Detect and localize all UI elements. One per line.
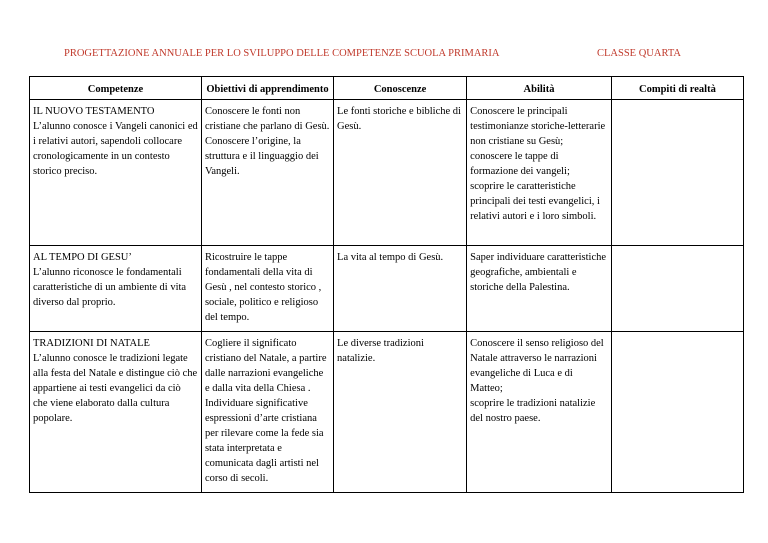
column-header-compiti: Compiti di realtà bbox=[611, 77, 743, 100]
column-header-abilita: Abilità bbox=[467, 77, 612, 100]
cell-competenze: AL TEMPO DI GESU’ L’alunno riconosce le fondamentali caratteristiche di un ambiente di vita diverso dal proprio. bbox=[30, 246, 202, 332]
class-label: CLASSE QUARTA bbox=[597, 48, 681, 59]
cell-obiettivi: Cogliere il significato cristiano del Natale, a partire dalle narrazioni evangeliche e dalla vita della Chiesa . Individuare significative espressioni d’arte cristiana per rilevare come la fede sia stata interpretata e comunicata dagli artisti nel corso di secoli. bbox=[201, 332, 333, 493]
table-row bbox=[30, 100, 744, 246]
cell-competenze: TRADIZIONI DI NATALE L’alunno conosce le tradizioni legate alla festa del Natale e distingue ciò che appartiene ai testi evangelici da ciò che viene elaborato dalla cultura popolare. bbox=[30, 332, 202, 493]
cell-compiti bbox=[611, 100, 743, 246]
cell-obiettivi: Conoscere le fonti non cristiane che parlano di Gesù. Conoscere l’origine, la struttura e il linguaggio dei Vangeli. bbox=[201, 100, 333, 246]
table-header-row bbox=[30, 77, 744, 100]
cell-conoscenze: La vita al tempo di Gesù. bbox=[334, 246, 467, 332]
cell-competenze: IL NUOVO TESTAMENTO L’alunno conosce i Vangeli canonici ed i relativi autori, sapendoli collocare cronologicamente in un contesto storico preciso. bbox=[30, 100, 202, 246]
cell-conoscenze: Le fonti storiche e bibliche di Gesù. bbox=[334, 100, 467, 246]
document-title: PROGETTAZIONE ANNUALE PER LO SVILUPPO DELLE COMPETENZE SCUOLA PRIMARIA bbox=[64, 48, 500, 59]
column-header-competenze: Competenze bbox=[30, 77, 202, 100]
cell-abilita: Conoscere le principali testimonianze storiche-letterarie non cristiane su Gesù; conoscere le tappe di formazione dei vangeli; scoprire le caratteristiche principali dei testi evangelici, i relativi autori e i loro simboli. bbox=[467, 100, 612, 246]
document-header bbox=[0, 48, 768, 68]
cell-obiettivi: Ricostruire le tappe fondamentali della vita di Gesù , nel contesto storico , sociale, politico e religioso del tempo. bbox=[201, 246, 333, 332]
competence-table bbox=[29, 76, 744, 493]
cell-abilita: Saper individuare caratteristiche geografiche, ambientali e storiche della Palestina. bbox=[467, 246, 612, 332]
cell-compiti bbox=[611, 246, 743, 332]
table-row bbox=[30, 332, 744, 493]
cell-abilita: Conoscere il senso religioso del Natale attraverso le narrazioni evangeliche di Luca e di Matteo; scoprire le tradizioni natalizie del nostro paese. bbox=[467, 332, 612, 493]
cell-conoscenze: Le diverse tradizioni natalizie. bbox=[334, 332, 467, 493]
table-row bbox=[30, 246, 744, 332]
cell-compiti bbox=[611, 332, 743, 493]
column-header-conoscenze: Conoscenze bbox=[334, 77, 467, 100]
column-header-obiettivi: Obiettivi di apprendimento bbox=[201, 77, 333, 100]
